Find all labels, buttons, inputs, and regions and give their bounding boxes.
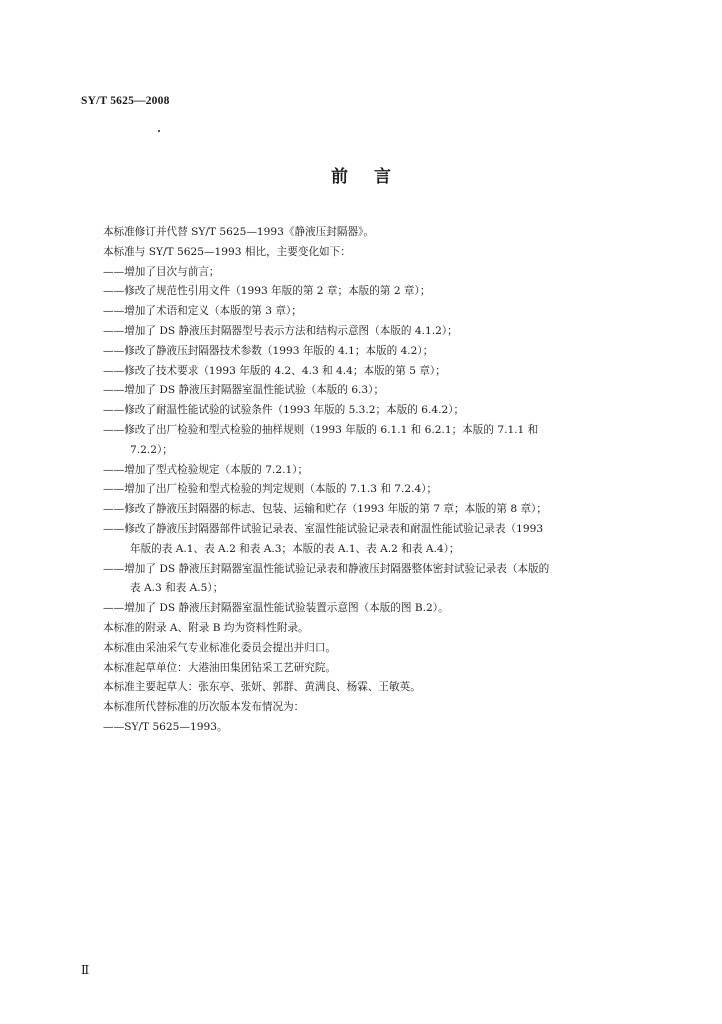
change-item: ——修改了技术要求（1993 年版的 4.2、4.3 和 4.4；本版的第 5 章）； [103, 364, 446, 377]
change-item: ——增加了 DS 静液压封隔器型号表示方法和结构示意图（本版的 4.1.2）； [103, 324, 458, 337]
change-item-continuation: 表 A.3 和表 A.5）； [130, 582, 224, 595]
change-item: ——修改了耐温性能试验的试验条件（1993 年版的 5.3.2；本版的 6.4.2）； [103, 404, 465, 417]
standard-code-header: SY/T 5625—2008 [81, 95, 170, 107]
change-item: ——SY/T 5625—1993。 [103, 720, 228, 733]
foreword-body [103, 223, 643, 738]
page-title: 前言 [331, 167, 417, 187]
change-item: ——增加了目次与前言； [103, 265, 220, 278]
change-item-continuation: 年版的表 A.1、表 A.2 和表 A.3；本版的表 A.1、表 A.2 和表 A.4）； [130, 542, 460, 555]
change-item: ——修改了静液压封隔器部件试验记录表、室温性能试验记录表和耐温性能试验记录表（1993 [103, 522, 544, 535]
page-number: Ⅱ [81, 963, 90, 977]
paragraph-line: 本标准由采油采气专业标准化委员会提出并归口。 [103, 641, 337, 654]
change-item-continuation: 7.2.2）； [130, 443, 173, 456]
paragraph-line: 本标准的附录 A、附录 B 均为资料性附录。 [103, 621, 309, 634]
paragraph-line: 本标准起草单位：大港油田集团钻采工艺研究院。 [103, 661, 337, 674]
change-item: ——修改了出厂检验和型式检验的抽样规则（1993 年版的 6.1.1 和 6.2.1；本版的 7.1.1 和 [103, 423, 539, 436]
scan-speck [158, 130, 160, 132]
paragraph-line: 本标准所代替标准的历次版本发布情况为： [103, 701, 305, 714]
change-item: ——增加了出厂检验和型式检验的判定规则（本版的 7.1.3 和 7.2.4）； [103, 483, 438, 496]
change-item: ——修改了静液压封隔器技术参数（1993 年版的 4.1；本版的 4.2）； [103, 344, 434, 357]
paragraph-line: 本标准修订并代替 SY/T 5625—1993《静液压封隔器》。 [103, 226, 374, 238]
change-item: ——增加了型式检验规定（本版的 7.2.1）； [103, 463, 309, 476]
paragraph-line: 本标准主要起草人：张东亭、张妍、郭群、黄满良、杨霖、王敏英。 [103, 681, 421, 694]
change-item: ——修改了静液压封隔器的标志、包装、运输和贮存（1993 年版的第 7 章；本版的第 8 章）； [103, 503, 547, 516]
change-item: ——增加了 DS 静液压封隔器室温性能试验装置示意图（本版的图 B.2）。 [103, 602, 449, 615]
paragraph-line: 本标准与 SY/T 5625—1993 相比，主要变化如下： [103, 245, 351, 258]
change-item: ——增加了 DS 静液压封隔器室温性能试验（本版的 6.3）； [103, 384, 385, 397]
change-item: ——修改了规范性引用文件（1993 年版的第 2 章；本版的第 2 章）； [103, 285, 431, 298]
change-item: ——增加了术语和定义（本版的第 3 章）； [103, 305, 302, 318]
change-item: ——增加了 DS 静液压封隔器室温性能试验记录表和静液压封隔器整体密封试验记录表（本版的 [103, 562, 550, 575]
